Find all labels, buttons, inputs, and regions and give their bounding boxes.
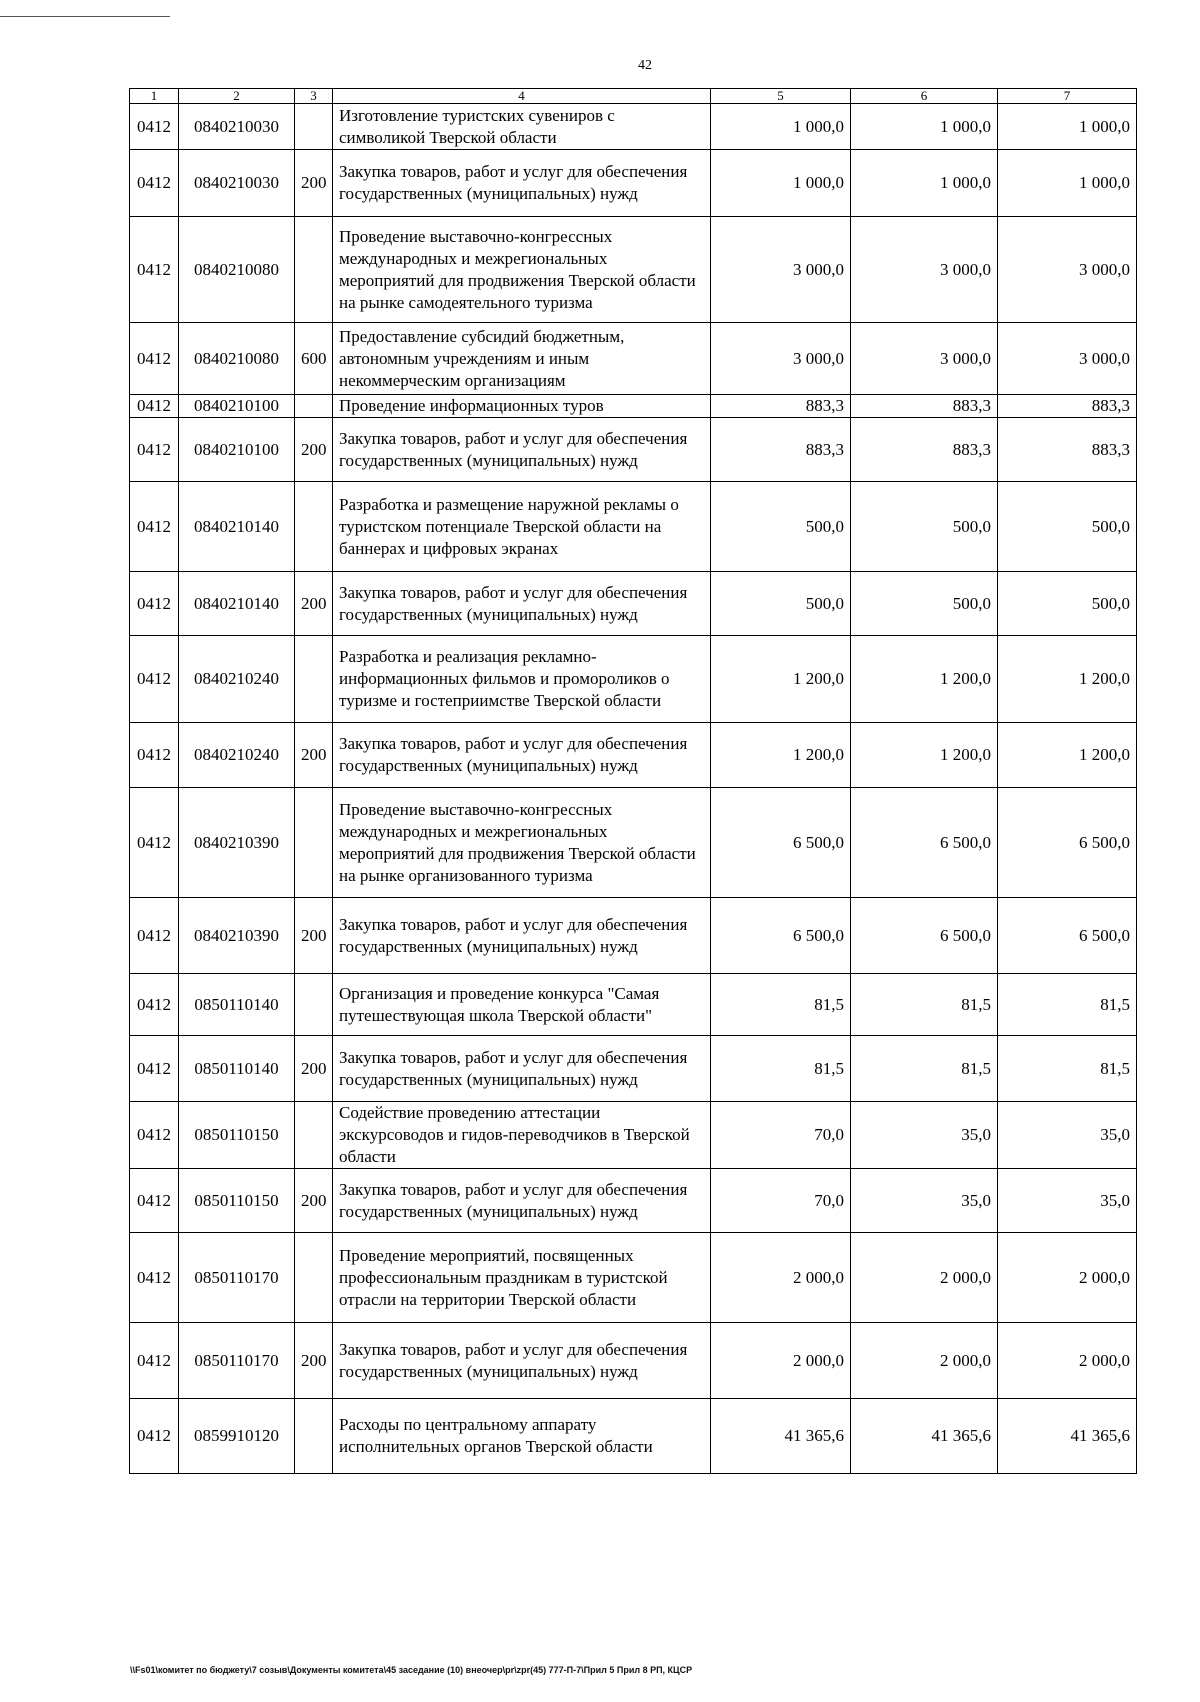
amount-col5: 70,0: [711, 1102, 851, 1169]
item-name: Предоставление субсидий бюджетным, автономным учреждениям и иным некоммерческим организациям: [333, 323, 711, 395]
amount-col5: 500,0: [711, 572, 851, 636]
section-code: 0412: [130, 1323, 179, 1399]
amount-col5: 6 500,0: [711, 898, 851, 974]
target-code: 0840210080: [179, 323, 295, 395]
expense-kind: [295, 395, 333, 418]
amount-col5: 3 000,0: [711, 217, 851, 323]
amount-col5: 1 200,0: [711, 636, 851, 723]
amount-col6: 1 200,0: [851, 723, 998, 788]
section-code: 0412: [130, 1102, 179, 1169]
section-code: 0412: [130, 898, 179, 974]
amount-col5: 81,5: [711, 1036, 851, 1102]
amount-col7: 6 500,0: [998, 788, 1137, 898]
expense-kind: [295, 636, 333, 723]
expense-kind: 200: [295, 1169, 333, 1233]
target-code: 0840210030: [179, 150, 295, 217]
section-code: 0412: [130, 150, 179, 217]
table-row: [130, 418, 1137, 482]
table-row: [130, 1323, 1137, 1399]
section-code: 0412: [130, 572, 179, 636]
column-header: 1: [130, 89, 179, 104]
budget-table: [129, 88, 1137, 1474]
target-code: 0850110150: [179, 1102, 295, 1169]
amount-col7: 35,0: [998, 1102, 1137, 1169]
expense-kind: 200: [295, 418, 333, 482]
amount-col6: 883,3: [851, 395, 998, 418]
target-code: 0850110170: [179, 1323, 295, 1399]
table-row: [130, 974, 1137, 1036]
amount-col5: 2 000,0: [711, 1323, 851, 1399]
table-row: [130, 482, 1137, 572]
item-name: Закупка товаров, работ и услуг для обеспечения государственных (муниципальных) нужд: [333, 898, 711, 974]
item-name: Закупка товаров, работ и услуг для обеспечения государственных (муниципальных) нужд: [333, 1036, 711, 1102]
footer-file-path: \\Fs01\комитет по бюджету\7 созыв\Документы комитета\45 заседание (10) внеочер\pr\zpr(45) 777-П-7\Прил 5 Прил 8 РП, КЦСР: [130, 1665, 693, 1675]
amount-col7: 500,0: [998, 482, 1137, 572]
table-row: [130, 572, 1137, 636]
target-code: 0840210140: [179, 482, 295, 572]
amount-col6: 2 000,0: [851, 1233, 998, 1323]
amount-col6: 1 000,0: [851, 150, 998, 217]
table-row: [130, 898, 1137, 974]
expense-kind: 200: [295, 150, 333, 217]
target-code: 0840210140: [179, 572, 295, 636]
expense-kind: 200: [295, 1323, 333, 1399]
item-name: Закупка товаров, работ и услуг для обеспечения государственных (муниципальных) нужд: [333, 1169, 711, 1233]
page-number: 42: [638, 58, 652, 73]
amount-col7: 3 000,0: [998, 323, 1137, 395]
expense-kind: 600: [295, 323, 333, 395]
target-code: 0850110150: [179, 1169, 295, 1233]
table-row: [130, 636, 1137, 723]
amount-col5: 1 000,0: [711, 104, 851, 150]
section-code: 0412: [130, 1036, 179, 1102]
target-code: 0850110170: [179, 1233, 295, 1323]
amount-col6: 35,0: [851, 1169, 998, 1233]
section-code: 0412: [130, 482, 179, 572]
item-name: Организация и проведение конкурса "Самая путешествующая школа Тверской области": [333, 974, 711, 1036]
expense-kind: [295, 788, 333, 898]
target-code: 0840210100: [179, 418, 295, 482]
table-row: [130, 788, 1137, 898]
table-body: [130, 104, 1137, 1474]
item-name: Проведение выставочно-конгрессных международных и межрегиональных мероприятий для продвижения Тверской области на рынке организованного туризма: [333, 788, 711, 898]
table-row: [130, 1036, 1137, 1102]
amount-col7: 1 000,0: [998, 150, 1137, 217]
expense-kind: [295, 974, 333, 1036]
section-code: 0412: [130, 1399, 179, 1474]
expense-kind: 200: [295, 723, 333, 788]
amount-col5: 81,5: [711, 974, 851, 1036]
item-name: Закупка товаров, работ и услуг для обеспечения государственных (муниципальных) нужд: [333, 418, 711, 482]
item-name: Разработка и реализация рекламно-информационных фильмов и промороликов о туризме и гостеприимстве Тверской области: [333, 636, 711, 723]
amount-col7: 2 000,0: [998, 1233, 1137, 1323]
column-header: 4: [333, 89, 711, 104]
amount-col5: 1 200,0: [711, 723, 851, 788]
expense-kind: [295, 1102, 333, 1169]
amount-col5: 3 000,0: [711, 323, 851, 395]
amount-col5: 883,3: [711, 395, 851, 418]
section-code: 0412: [130, 395, 179, 418]
expense-kind: [295, 482, 333, 572]
amount-col5: 500,0: [711, 482, 851, 572]
table-row: [130, 1169, 1137, 1233]
item-name: Закупка товаров, работ и услуг для обеспечения государственных (муниципальных) нужд: [333, 723, 711, 788]
amount-col7: 2 000,0: [998, 1323, 1137, 1399]
section-code: 0412: [130, 788, 179, 898]
item-name: Проведение мероприятий, посвященных профессиональным праздникам в туристской отрасли на территории Тверской области: [333, 1233, 711, 1323]
amount-col5: 70,0: [711, 1169, 851, 1233]
item-name: Закупка товаров, работ и услуг для обеспечения государственных (муниципальных) нужд: [333, 572, 711, 636]
amount-col7: 1 000,0: [998, 104, 1137, 150]
table-row: [130, 323, 1137, 395]
table-row: [130, 150, 1137, 217]
section-code: 0412: [130, 723, 179, 788]
item-name: Содействие проведению аттестации экскурсоводов и гидов-переводчиков в Тверской области: [333, 1102, 711, 1169]
amount-col6: 3 000,0: [851, 323, 998, 395]
amount-col7: 35,0: [998, 1169, 1137, 1233]
target-code: 0859910120: [179, 1399, 295, 1474]
amount-col6: 2 000,0: [851, 1323, 998, 1399]
table-row: [130, 395, 1137, 418]
target-code: 0840210240: [179, 723, 295, 788]
amount-col6: 883,3: [851, 418, 998, 482]
amount-col7: 41 365,6: [998, 1399, 1137, 1474]
amount-col6: 6 500,0: [851, 898, 998, 974]
amount-col6: 500,0: [851, 572, 998, 636]
target-code: 0840210100: [179, 395, 295, 418]
section-code: 0412: [130, 323, 179, 395]
section-code: 0412: [130, 418, 179, 482]
column-number-row: [130, 89, 1137, 104]
scan-edge-line: [0, 16, 170, 17]
target-code: 0850110140: [179, 1036, 295, 1102]
table-row: [130, 104, 1137, 150]
column-header: 5: [711, 89, 851, 104]
expense-kind: [295, 1399, 333, 1474]
table-row: [130, 1102, 1137, 1169]
amount-col7: 81,5: [998, 1036, 1137, 1102]
section-code: 0412: [130, 636, 179, 723]
amount-col6: 500,0: [851, 482, 998, 572]
column-header: 2: [179, 89, 295, 104]
item-name: Проведение выставочно-конгрессных международных и межрегиональных мероприятий для продвижения Тверской области на рынке самодеятельного туризма: [333, 217, 711, 323]
target-code: 0840210030: [179, 104, 295, 150]
amount-col5: 6 500,0: [711, 788, 851, 898]
section-code: 0412: [130, 104, 179, 150]
target-code: 0850110140: [179, 974, 295, 1036]
amount-col6: 81,5: [851, 1036, 998, 1102]
section-code: 0412: [130, 217, 179, 323]
section-code: 0412: [130, 1169, 179, 1233]
table-row: [130, 723, 1137, 788]
amount-col5: 2 000,0: [711, 1233, 851, 1323]
amount-col6: 35,0: [851, 1102, 998, 1169]
target-code: 0840210390: [179, 898, 295, 974]
amount-col6: 3 000,0: [851, 217, 998, 323]
item-name: Проведение информационных туров: [333, 395, 711, 418]
table-row: [130, 1233, 1137, 1323]
expense-kind: [295, 217, 333, 323]
section-code: 0412: [130, 974, 179, 1036]
table-row: [130, 217, 1137, 323]
amount-col6: 1 200,0: [851, 636, 998, 723]
item-name: Разработка и размещение наружной рекламы о туристском потенциале Тверской области на баннерах и цифровых экранах: [333, 482, 711, 572]
amount-col7: 883,3: [998, 418, 1137, 482]
column-header: 6: [851, 89, 998, 104]
target-code: 0840210240: [179, 636, 295, 723]
expense-kind: 200: [295, 1036, 333, 1102]
amount-col5: 1 000,0: [711, 150, 851, 217]
amount-col6: 6 500,0: [851, 788, 998, 898]
amount-col5: 883,3: [711, 418, 851, 482]
item-name: Расходы по центральному аппарату исполнительных органов Тверской области: [333, 1399, 711, 1474]
section-code: 0412: [130, 1233, 179, 1323]
amount-col7: 1 200,0: [998, 723, 1137, 788]
expense-kind: 200: [295, 572, 333, 636]
amount-col7: 3 000,0: [998, 217, 1137, 323]
item-name: Закупка товаров, работ и услуг для обеспечения государственных (муниципальных) нужд: [333, 150, 711, 217]
amount-col7: 1 200,0: [998, 636, 1137, 723]
column-header: 7: [998, 89, 1137, 104]
expense-kind: 200: [295, 898, 333, 974]
amount-col6: 1 000,0: [851, 104, 998, 150]
amount-col7: 500,0: [998, 572, 1137, 636]
amount-col7: 81,5: [998, 974, 1137, 1036]
expense-kind: [295, 104, 333, 150]
amount-col6: 41 365,6: [851, 1399, 998, 1474]
target-code: 0840210390: [179, 788, 295, 898]
target-code: 0840210080: [179, 217, 295, 323]
amount-col7: 6 500,0: [998, 898, 1137, 974]
item-name: Закупка товаров, работ и услуг для обеспечения государственных (муниципальных) нужд: [333, 1323, 711, 1399]
item-name: Изготовление туристских сувениров с символикой Тверской области: [333, 104, 711, 150]
amount-col6: 81,5: [851, 974, 998, 1036]
amount-col5: 41 365,6: [711, 1399, 851, 1474]
expense-kind: [295, 1233, 333, 1323]
amount-col7: 883,3: [998, 395, 1137, 418]
table-row: [130, 1399, 1137, 1474]
column-header: 3: [295, 89, 333, 104]
